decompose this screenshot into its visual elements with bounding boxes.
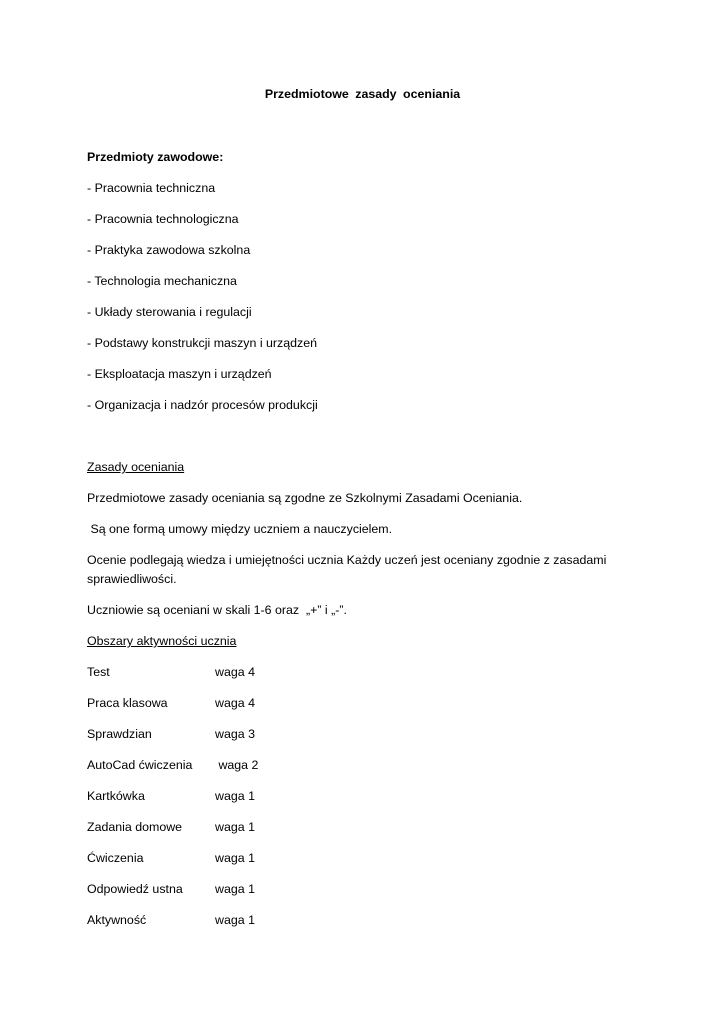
activity-name: Odpowiedź ustna: [87, 882, 183, 896]
activity-weight: waga 1: [215, 913, 255, 927]
subject-item: - Pracownia techniczna: [87, 181, 216, 195]
activity-row: [87, 696, 255, 710]
rules-heading: Zasady oceniania: [87, 460, 185, 474]
activity-weight: waga 2: [215, 758, 259, 772]
activity-row: [87, 665, 255, 679]
activity-row: [87, 789, 255, 803]
activity-weight: waga 1: [215, 820, 255, 834]
activity-row: [87, 851, 255, 865]
activity-name: Praca klasowa: [87, 696, 168, 710]
activity-name: Ćwiczenia: [87, 851, 144, 865]
rules-paragraph-4: Uczniowie są oceniani w skali 1-6 oraz „+” i „-”.: [87, 603, 347, 617]
activity-weight: waga 1: [215, 882, 255, 896]
activity-weight: waga 1: [215, 851, 255, 865]
subjects-heading: Przedmioty zawodowe:: [87, 150, 224, 164]
activity-row: [87, 913, 255, 927]
activity-row: [87, 727, 255, 741]
activity-name: AutoCad ćwiczenia: [87, 758, 193, 772]
activity-weight: waga 3: [215, 727, 255, 741]
rules-paragraph-3: Ocenie podlegają wiedza i umiejętności ucznia Każdy uczeń jest oceniany zgodnie z zasadami sprawiedliwości.: [87, 553, 607, 586]
subject-item: - Praktyka zawodowa szkolna: [87, 243, 251, 257]
subject-item: - Eksploatacja maszyn i urządzeń: [87, 367, 272, 381]
subject-item: - Układy sterowania i regulacji: [87, 305, 252, 319]
subject-item: - Podstawy konstrukcji maszyn i urządzeń: [87, 336, 318, 350]
subject-item: - Pracownia technologiczna: [87, 212, 239, 226]
activity-weight: waga 4: [215, 696, 255, 710]
rules-paragraph-1: Przedmiotowe zasady oceniania są zgodne ze Szkolnymi Zasadami Oceniania.: [87, 491, 523, 505]
activity-name: Kartkówka: [87, 789, 145, 803]
activity-name: Zadania domowe: [87, 820, 183, 834]
activity-name: Sprawdzian: [87, 727, 152, 741]
activity-name: Aktywność: [87, 913, 147, 927]
subject-item: - Technologia mechaniczna: [87, 274, 237, 288]
rules-paragraph-2: Są one formą umowy między uczniem a nauczycielem.: [87, 522, 393, 536]
activity-row: [87, 820, 255, 834]
activities-heading: Obszary aktywności ucznia: [87, 634, 237, 648]
activity-weight: waga 1: [215, 789, 255, 803]
document-title: Przedmiotowe zasady oceniania: [264, 87, 461, 101]
activity-row: [87, 758, 258, 772]
activity-row: [87, 882, 255, 896]
subject-item: - Organizacja i nadzór procesów produkcji: [87, 398, 318, 412]
activity-name: Test: [87, 665, 110, 679]
activity-weight: waga 4: [215, 665, 255, 679]
